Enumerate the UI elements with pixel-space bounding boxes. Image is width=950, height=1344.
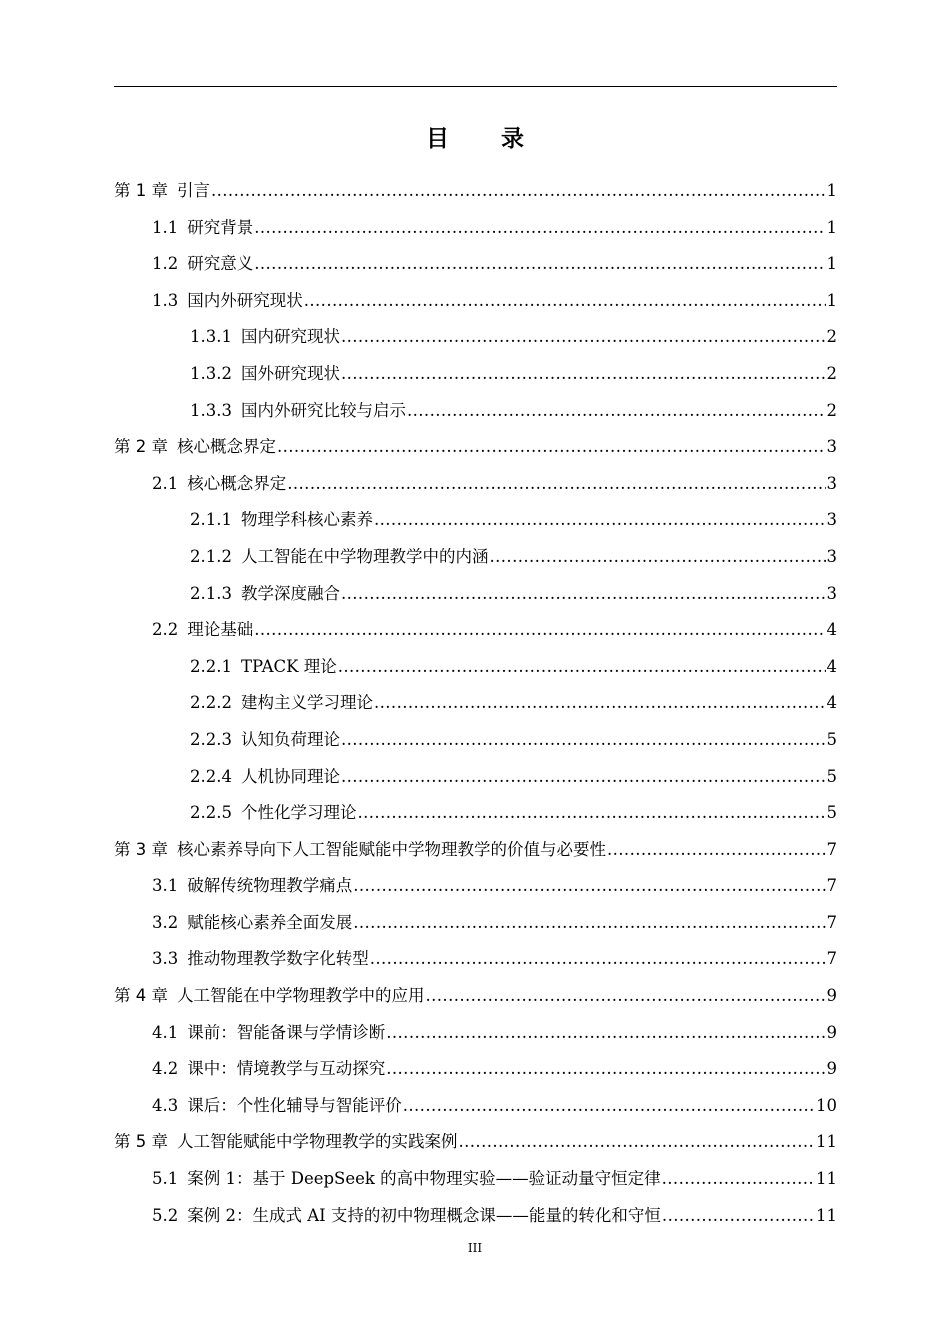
toc-section-entry[interactable] (114, 356, 837, 393)
toc-entry-page: 3 (826, 510, 837, 530)
toc-entry-title: 核心概念界定 (177, 437, 276, 457)
toc-section-entry[interactable] (114, 466, 837, 503)
toc-dot-leader (341, 722, 826, 759)
toc-entry-title: 认知负荷理论 (240, 729, 340, 749)
toc-entry-title: 引言 (177, 181, 210, 200)
toc-entry-page: 7 (826, 949, 837, 969)
toc-entry-number: 2.2.1 (190, 656, 232, 676)
toc-entry-number: 第 5 章 (114, 1132, 168, 1152)
toc-section-entry[interactable] (114, 905, 837, 942)
toc-dot-leader (357, 795, 825, 832)
toc-entry-number: 1.2 (152, 254, 179, 274)
toc-entry-page: 7 (826, 876, 837, 896)
toc-entry-number: 3.2 (152, 912, 179, 932)
toc-dot-leader (341, 759, 826, 796)
toc-entry-page: 2 (826, 363, 837, 383)
toc-dot-leader (374, 685, 826, 722)
toc-dot-leader (341, 319, 826, 356)
toc-entry-title: 人工智能在中学物理教学中的应用 (177, 986, 425, 1006)
toc-entry-page: 11 (816, 1132, 837, 1152)
toc-dot-leader (426, 978, 826, 1015)
toc-entry-page: 7 (826, 839, 837, 859)
toc-dot-leader (277, 429, 826, 466)
toc-entry-number: 1.3.3 (190, 400, 232, 420)
toc-entry-number: 2.1.1 (190, 510, 232, 530)
toc-entry-title: TPACK 理论 (240, 656, 337, 676)
toc-entry-number: 2.1.3 (190, 583, 232, 603)
toc-entry-page: 5 (826, 729, 837, 749)
toc-entry-number: 5.2 (152, 1205, 179, 1225)
toc-section-entry[interactable] (114, 319, 837, 356)
toc-section-entry[interactable] (114, 1198, 837, 1235)
toc-section-entry[interactable] (114, 941, 837, 978)
toc-dot-leader (341, 356, 826, 393)
toc-entry-page: 5 (826, 766, 837, 786)
toc-entry-title: 物理学科核心素养 (240, 510, 373, 530)
toc-entry-page: 4 (826, 620, 837, 640)
toc-chapter-entry[interactable] (114, 978, 837, 1015)
toc-entry-title: 案例 1：基于 DeepSeek 的高中物理实验——验证动量守恒定律 (187, 1169, 661, 1189)
toc-entry-number: 4.1 (152, 1022, 179, 1042)
toc-entry-page: 3 (826, 546, 837, 566)
toc-entry-title: 人工智能在中学物理教学中的内涵 (240, 546, 489, 566)
toc-dot-leader (386, 1015, 825, 1052)
toc-dot-leader (386, 1051, 825, 1088)
toc-dot-leader (211, 173, 826, 210)
toc-section-entry[interactable] (114, 502, 837, 539)
toc-dot-leader (254, 210, 825, 247)
toc-entry-page: 4 (826, 656, 837, 676)
toc-entry-page: 2 (826, 327, 837, 347)
header-rule (114, 86, 837, 87)
toc-entry-page: 10 (816, 1095, 837, 1115)
toc-entry-page: 1 (826, 217, 837, 237)
toc-chapter-entry[interactable] (114, 429, 837, 466)
page-number: III (467, 1241, 483, 1255)
toc-entry-number: 第 2 章 (114, 437, 168, 457)
toc-dot-leader (489, 539, 825, 576)
toc-entry-title: 人工智能赋能中学物理教学的实践案例 (177, 1132, 458, 1152)
toc-entry-title: 国内外研究比较与启示 (240, 400, 406, 420)
toc-entry-page: 4 (826, 693, 837, 713)
toc-entry-page: 1 (826, 290, 837, 310)
toc-entry-number: 3.3 (152, 949, 179, 969)
toc-section-entry[interactable] (114, 759, 837, 796)
toc-chapter-entry[interactable] (114, 173, 837, 210)
toc-entry-page: 9 (826, 1022, 837, 1042)
toc-entry-page: 3 (826, 473, 837, 493)
toc-entry-title: 破解传统物理教学痛点 (187, 876, 353, 896)
toc-section-entry[interactable] (114, 539, 837, 576)
toc-dot-leader (407, 393, 826, 430)
toc-entry-title: 赋能核心素养全面发展 (187, 912, 353, 932)
toc-dot-leader (374, 502, 826, 539)
toc-entry-page: 5 (826, 803, 837, 823)
toc-entry-title: 建构主义学习理论 (240, 693, 373, 713)
toc-entry-number: 4.2 (152, 1059, 179, 1079)
toc-entry-page: 2 (826, 400, 837, 420)
toc-section-entry[interactable] (114, 1161, 837, 1198)
toc-entry-title: 个性化学习理论 (240, 803, 357, 823)
toc-entry-title: 理论基础 (187, 620, 254, 640)
toc-dot-leader (338, 649, 826, 686)
toc-entry-number: 2.1 (152, 473, 179, 493)
toc-entry-page: 1 (826, 254, 837, 274)
toc-entry-title: 案例 2：生成式 AI 支持的初中物理概念课——能量的转化和守恒 (187, 1205, 661, 1225)
toc-entry-page: 11 (816, 1205, 837, 1225)
toc-entry-number: 1.3 (152, 290, 179, 310)
toc-entry-title: 人机协同理论 (240, 766, 340, 786)
toc-section-entry[interactable] (114, 868, 837, 905)
toc-entry-number: 5.1 (152, 1169, 179, 1189)
toc-entry-title: 国外研究现状 (240, 363, 340, 383)
toc-section-entry[interactable] (114, 795, 837, 832)
toc-chapter-entry[interactable] (114, 832, 837, 869)
toc-dot-leader (403, 1088, 815, 1125)
toc-entry-number: 2.1.2 (190, 546, 232, 566)
toc-dot-leader (254, 246, 825, 283)
toc-entry-title: 课前：智能备课与学情诊断 (187, 1022, 386, 1042)
toc-entry-title: 研究意义 (187, 254, 254, 274)
toc-dot-leader (287, 466, 825, 503)
toc-entry-page: 11 (816, 1169, 837, 1189)
toc-dot-leader (662, 1198, 815, 1235)
toc-dot-leader (607, 832, 826, 869)
toc-section-entry[interactable] (114, 393, 837, 430)
toc-entry-number: 2.2 (152, 620, 179, 640)
toc-entry-title: 核心素养导向下人工智能赋能中学物理教学的价值与必要性 (177, 839, 606, 859)
toc-section-entry[interactable] (114, 246, 837, 283)
toc-entry-number: 4.3 (152, 1095, 179, 1115)
toc-entry-title: 教学深度融合 (240, 583, 340, 603)
toc-entry-page: 3 (826, 583, 837, 603)
toc-dot-leader (459, 1124, 816, 1161)
toc-section-entry[interactable] (114, 576, 837, 613)
toc-entry-number: 2.2.3 (190, 729, 232, 749)
toc-section-entry[interactable] (114, 1015, 837, 1052)
toc-entry-number: 2.2.5 (190, 803, 232, 823)
toc-dot-leader (353, 905, 825, 942)
toc-entry-page: 9 (826, 1059, 837, 1079)
toc-entry-page: 9 (826, 986, 837, 1006)
toc-dot-leader (304, 283, 826, 320)
toc-dot-leader (341, 576, 826, 613)
toc-entry-number: 2.2.2 (190, 693, 232, 713)
toc-section-entry[interactable] (114, 685, 837, 722)
toc-section-entry[interactable] (114, 210, 837, 247)
toc-entry-title: 课后：个性化辅导与智能评价 (187, 1095, 402, 1115)
toc-entry-title: 国内外研究现状 (187, 290, 303, 310)
toc-section-entry[interactable] (114, 1051, 837, 1088)
toc-entry-title: 国内研究现状 (240, 327, 340, 347)
toc-section-entry[interactable] (114, 1088, 837, 1125)
toc-entry-number: 第 4 章 (114, 986, 168, 1006)
toc-entry-number: 1.1 (152, 217, 179, 237)
toc-entry-number: 1.3.2 (190, 363, 232, 383)
toc-section-entry[interactable] (114, 612, 837, 649)
page-title: 目 录 (425, 126, 546, 152)
toc-dot-leader (254, 612, 825, 649)
toc-entry-number: 3.1 (152, 876, 179, 896)
table-of-contents (114, 173, 837, 1234)
toc-dot-leader (370, 941, 826, 978)
toc-entry-page: 1 (826, 181, 837, 200)
toc-entry-title: 推动物理教学数字化转型 (187, 949, 369, 969)
toc-entry-number: 1.3.1 (190, 327, 232, 347)
toc-section-entry[interactable] (114, 649, 837, 686)
toc-entry-title: 课中：情境教学与互动探究 (187, 1059, 386, 1079)
toc-entry-page: 3 (826, 437, 837, 457)
toc-dot-leader (662, 1161, 815, 1198)
toc-section-entry[interactable] (114, 722, 837, 759)
toc-entry-number: 第 1 章 (114, 181, 168, 200)
toc-entry-page: 7 (826, 912, 837, 932)
toc-chapter-entry[interactable] (114, 1124, 837, 1161)
toc-entry-title: 研究背景 (187, 217, 254, 237)
toc-entry-number: 第 3 章 (114, 839, 168, 859)
toc-entry-title: 核心概念界定 (187, 473, 287, 493)
toc-entry-number: 2.2.4 (190, 766, 232, 786)
toc-dot-leader (353, 868, 825, 905)
toc-section-entry[interactable] (114, 283, 837, 320)
